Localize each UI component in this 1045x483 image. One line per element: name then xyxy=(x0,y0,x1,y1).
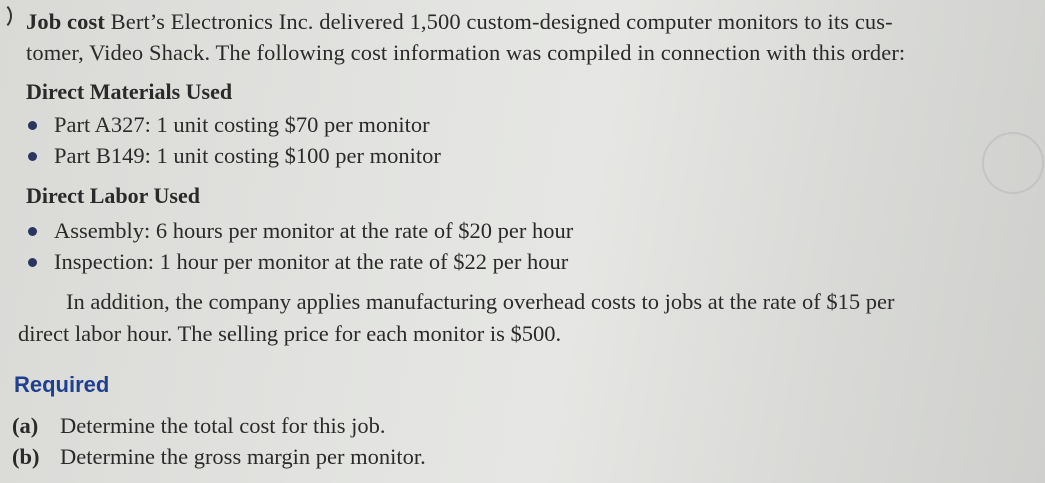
materials-list xyxy=(20,109,441,171)
problem-number-marker xyxy=(0,2,12,30)
question-list xyxy=(12,410,426,472)
list-item-text: Part A327: 1 unit costing $70 per monitor xyxy=(54,112,430,137)
question-a xyxy=(12,410,426,441)
bullet-icon xyxy=(28,152,37,161)
labor-heading: Direct Labor Used xyxy=(26,183,200,208)
list-item-text: Part B149: 1 unit costing $100 per monitor xyxy=(54,143,441,168)
list-item xyxy=(20,246,573,277)
intro-line-2: tomer, Video Shack. The following cost information was compiled in connection with this order: xyxy=(26,40,906,65)
question-text: Determine the gross margin per monitor. xyxy=(60,444,426,469)
question-label: (b) xyxy=(12,444,40,469)
list-item xyxy=(20,215,573,246)
question-label: (a) xyxy=(12,413,39,438)
bullet-icon xyxy=(28,227,37,236)
materials-heading: Direct Materials Used xyxy=(26,79,233,104)
labor-list xyxy=(20,215,573,277)
bullet-icon xyxy=(28,121,37,130)
intro-line-1 xyxy=(26,6,1036,37)
list-item-text: Inspection: 1 hour per monitor at the rate of $22 per hour xyxy=(54,249,569,274)
required-heading: Required xyxy=(14,372,110,397)
bullet-icon xyxy=(28,258,37,267)
question-text: Determine the total cost for this job. xyxy=(60,413,386,438)
show-through-circle xyxy=(982,132,1044,194)
list-item xyxy=(20,109,441,140)
overhead-line-1: In addition, the company applies manufacturing overhead costs to jobs at the rate of $15 per xyxy=(66,289,895,314)
problem-intro xyxy=(26,6,1036,68)
overhead-line-2: direct labor hour. The selling price for each monitor is $500. xyxy=(18,321,562,346)
intro-line-1-text: Bert’s Electronics Inc. delivered 1,500 custom-designed computer monitors to its cus- xyxy=(104,9,893,34)
list-item xyxy=(20,140,441,171)
question-b xyxy=(12,441,426,472)
overhead-paragraph xyxy=(18,286,1038,350)
list-item-text: Assembly: 6 hours per monitor at the rate of $20 per hour xyxy=(54,218,574,243)
problem-lead: Job cost xyxy=(26,9,105,34)
